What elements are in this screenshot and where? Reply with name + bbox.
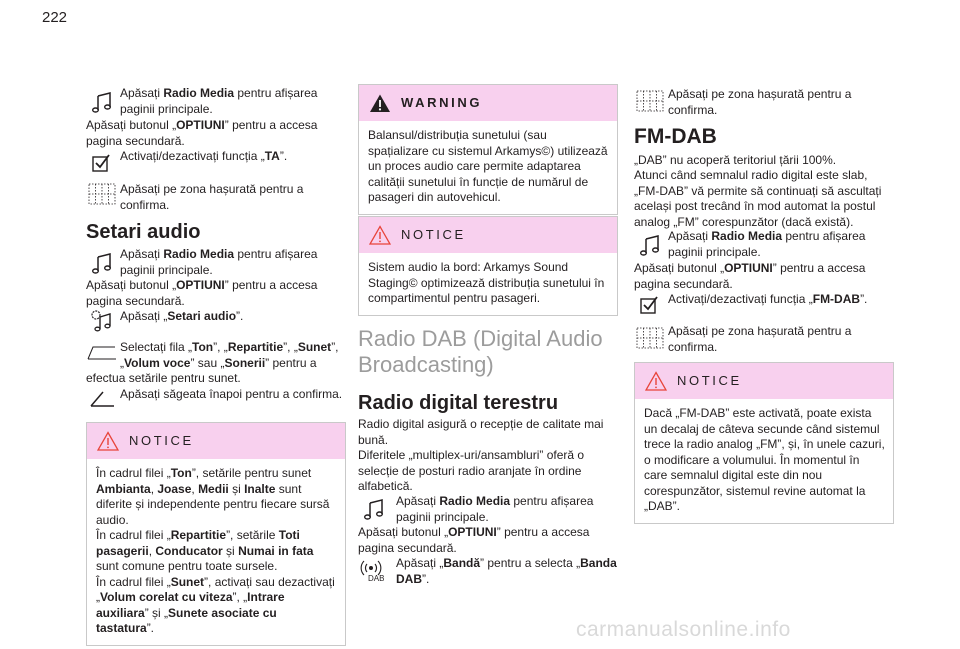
- section-title-dab: Radio DAB (Digital Audio Broadcasting): [358, 326, 603, 377]
- heading-setari-audio: Setari audio: [86, 221, 201, 243]
- paragraph-multiplex: Diferitele „multiplex-uri/ansambluri” oferă o selecție de posturi radio aranjate în ordine alfabetică.: [358, 448, 588, 493]
- notice-label: NOTICE: [401, 227, 466, 242]
- warning-triangle-icon: [369, 225, 391, 245]
- paragraph-ta: Activați/dezactivați funcția „TA”.: [120, 149, 288, 163]
- paragraph-confirm-4: Apăsați pe zona hașurată pentru a confirma.: [668, 324, 855, 354]
- paragraph-coverage: „DAB” nu acoperă teritoriul țării 100%.: [634, 153, 837, 167]
- paragraph-radio-media-4: Apăsați Radio Media pentru afișarea paginii principale.: [668, 229, 866, 259]
- paragraph-setari-audio: Apăsați „Setari audio”.: [120, 309, 244, 323]
- paragraph-fm-dab-toggle: Activați/dezactivați funcția „FM-DAB”.: [668, 292, 868, 306]
- paragraph-tabs: Selectați fila „Ton”, „Repartitie”, „Sunet”, „Volum voce” sau „Sonerii” pentru a: [120, 340, 339, 370]
- paragraph-band: Apăsați „Bandă” pentru a selecta „Banda DAB”.: [396, 556, 617, 586]
- warning-triangle-icon: [97, 431, 119, 451]
- paragraph-tabs-cont: efectua setările pentru sunet.: [86, 371, 241, 385]
- paragraph-radio-media: Apăsați Radio Media pentru afișarea paginii principale.: [120, 86, 318, 116]
- paragraph-confirm: Apăsați pe zona hașurată pentru a confirma.: [120, 182, 307, 212]
- paragraph-options-4: Apăsați butonul „OPTIUNI” pentru a accesa pagina secundară.: [634, 261, 866, 291]
- notice-label: NOTICE: [677, 373, 742, 388]
- warning-label: WARNING: [401, 95, 483, 110]
- warning-triangle-icon: [645, 371, 667, 391]
- paragraph-options-3: Apăsați butonul „OPTIUNI” pentru a accesa pagina secundară.: [358, 525, 590, 555]
- heading-fm-dab: FM-DAB: [634, 125, 717, 148]
- notice-text-2: Sistem audio la bord: Arkamys Sound Staging© optimizează distribuția sunetului în compartimentul pentru pasageri.: [368, 260, 608, 305]
- paragraph-fm-dab: Atunci când semnalul radio digital este slab, „FM-DAB” vă permite să continuați să ascultați același post trecând în mod automat la postul analog „FM” corespunzător (dacă există).: [634, 168, 885, 229]
- paragraph-back: Apăsați săgeata înapoi pentru a confirma.: [120, 387, 343, 401]
- notice-text-1: În cadrul filei „Ton”, setările pentru sunet Ambianta, Joase, Medii și Inalte sunt diferite și independente pentru fiecare sursă audio. În cadrul filei „Repartitie”, setările Toti pasagerii, Conducator și Numai in fata sunt comune pentru toate sursele. În cadrul filei „Sunet”, activați sau dezactivați „Volum corelat cu viteza”, „Intrare auxiliara” și „Sunete asociate cu tastatura”.: [96, 466, 335, 635]
- paragraph-quality: Radio digital asigură o recepție de calitate mai bună.: [358, 417, 607, 447]
- notice-label: NOTICE: [129, 433, 194, 448]
- paragraph-radio-media-3: Apăsați Radio Media pentru afișarea paginii principale.: [396, 494, 594, 524]
- notice-box-2: [358, 216, 618, 316]
- notice-box-3: [634, 362, 894, 524]
- warning-text: Balansul/distribuția sunetului (sau spațializare cu sistemul Arkamys©) utilizează un proces audio care permite adaptarea calității sunetului în funcție de numărul de pasageri din autovehicul.: [368, 128, 611, 204]
- paragraph-options: Apăsați butonul „OPTIUNI” pentru a accesa pagina secundară.: [86, 118, 318, 148]
- notice-text-3: Dacă „FM-DAB” este activată, poate exista un decalaj de câteva secunde când sistemul trece la radio analog „FM”, și, în unele cazuri, o modificare a volumului. În momentul în care semnalul digital este din nou corespunzător, sistemul revine automat la „DAB”.: [644, 406, 889, 513]
- paragraph-radio-media-2: Apăsați Radio Media pentru afișarea paginii principale.: [120, 247, 318, 277]
- paragraph-confirm-3: Apăsați pe zona hașurată pentru a confirma.: [668, 87, 855, 117]
- heading-radio-digital: Radio digital terestru: [358, 392, 559, 414]
- paragraph-options-2: Apăsați butonul „OPTIUNI” pentru a accesa pagina secundară.: [86, 278, 318, 308]
- page-number: 222: [42, 9, 68, 26]
- watermark: carmanualsonline.info: [576, 618, 791, 641]
- warning-triangle-icon: [369, 93, 391, 113]
- notice-box-1: [86, 422, 346, 646]
- warning-box: [358, 84, 618, 215]
